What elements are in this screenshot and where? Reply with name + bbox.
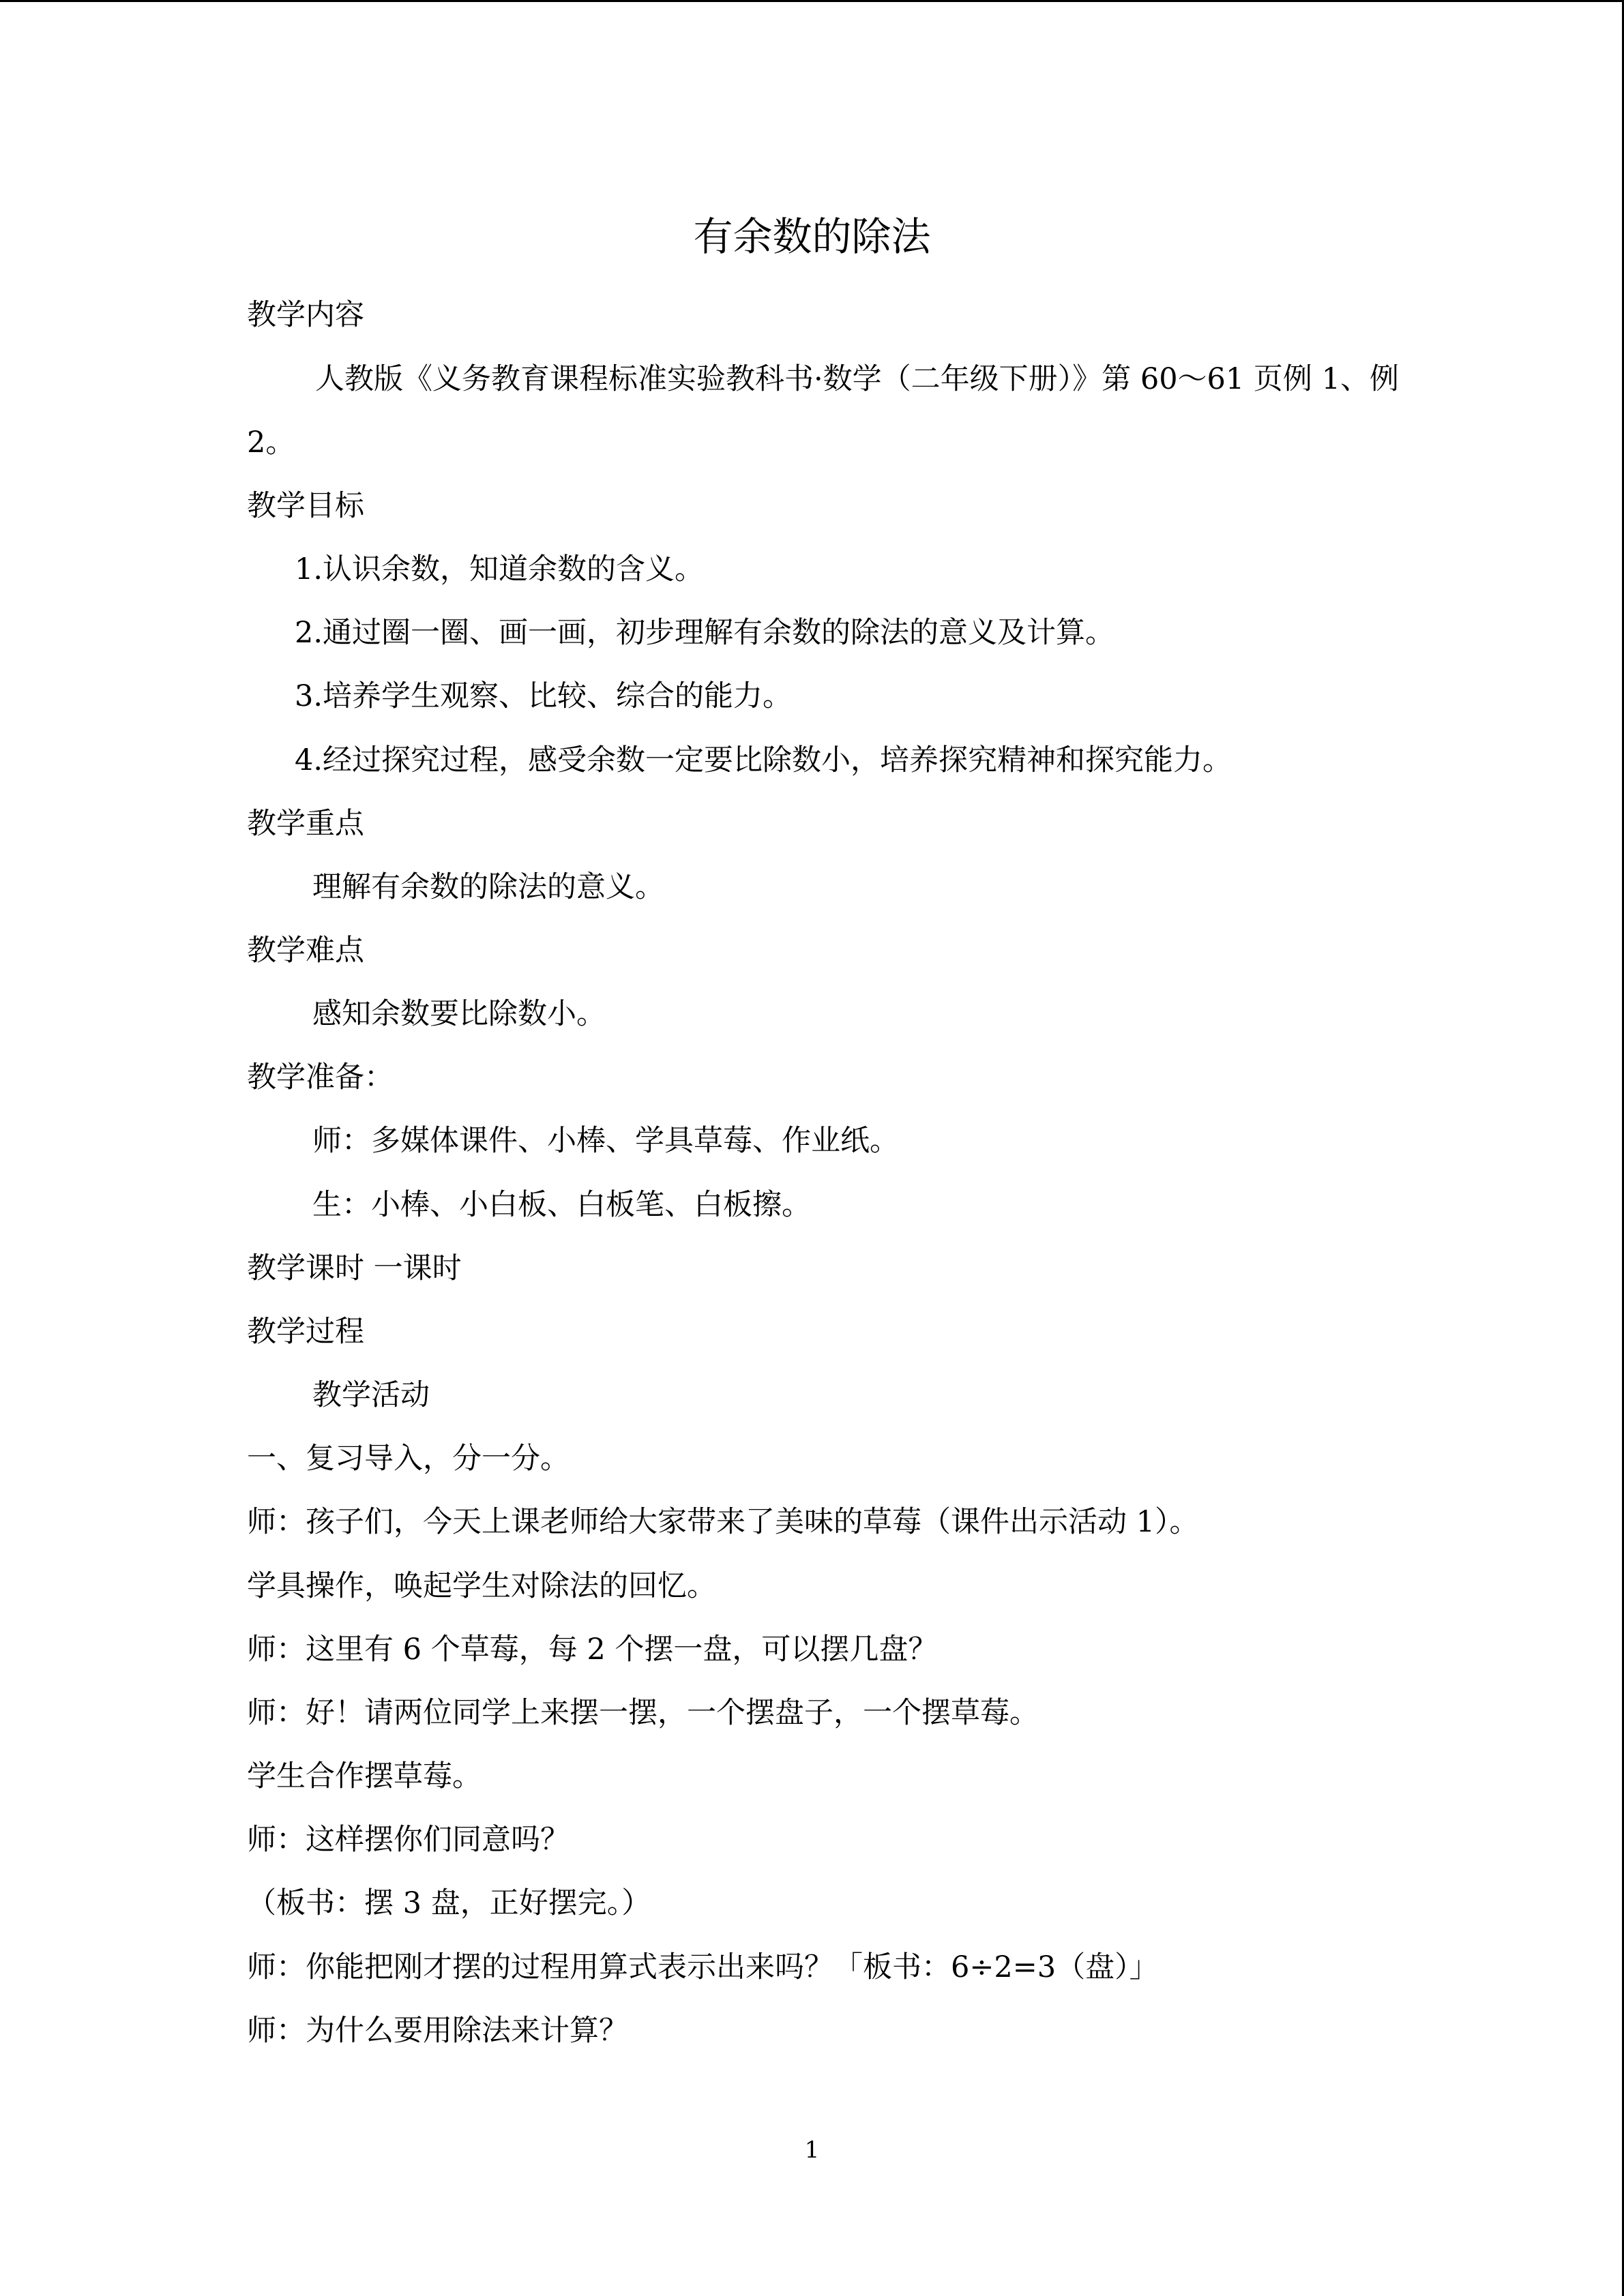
paragraph-content-line-2: 2。: [247, 426, 295, 460]
heading-activity: 教学活动: [312, 1378, 430, 1412]
dialogue-line: 师：这里有 6 个草莓，每 2 个摆一盘，可以摆几盘？: [247, 1632, 938, 1667]
dialogue-line: 师：这样摆你们同意吗？: [247, 1823, 570, 1857]
document-title: 有余数的除法: [693, 213, 931, 260]
heading-difficulties: 教学难点: [247, 934, 364, 968]
goal-item-1: 1.认识余数，知道余数的含义。: [295, 552, 705, 586]
difficulty-text: 感知余数要比除数小。: [312, 997, 606, 1031]
heading-preparation: 教学准备：: [247, 1060, 394, 1094]
goal-item-2: 2.通过圈一圈、画一画，初步理解有余数的除法的意义及计算。: [295, 616, 1115, 650]
dialogue-line: 学具操作，唤起学生对除法的回忆。: [247, 1569, 716, 1603]
dialogue-line: 师：孩子们，今天上课老师给大家带来了美味的草莓（课件出示活动 1）。: [247, 1505, 1199, 1539]
dialogue-line: 师：好！请两位同学上来摆一摆，一个摆盘子，一个摆草莓。: [247, 1696, 1039, 1730]
key-point-text: 理解有余数的除法的意义。: [312, 870, 664, 904]
heading-key-points: 教学重点: [247, 807, 364, 841]
preparation-teacher: 师：多媒体课件、小棒、学具草莓、作业纸。: [312, 1124, 899, 1158]
board-note: （板书：摆 3 盘，正好摆完。）: [247, 1886, 651, 1920]
page-number: 1: [804, 2136, 820, 2164]
heading-teaching-goals: 教学目标: [247, 489, 364, 523]
heading-teaching-content: 教学内容: [247, 298, 364, 332]
goal-item-3: 3.培养学生观察、比较、综合的能力。: [295, 679, 793, 713]
heading-process: 教学过程: [247, 1315, 364, 1349]
dialogue-line: 师：为什么要用除法来计算？: [247, 2014, 628, 2048]
goal-item-4: 4.经过探究过程，感受余数一定要比除数小，培养探究精神和探究能力。: [295, 743, 1232, 777]
dialogue-line: 师：你能把刚才摆的过程用算式表示出来吗？「板书：6÷2=3（盘）」: [247, 1950, 1159, 1984]
preparation-student: 生：小棒、小白板、白板笔、白板擦。: [312, 1188, 811, 1222]
section-review-intro: 一、复习导入，分一分。: [247, 1442, 570, 1476]
class-hours: 教学课时 一课时: [247, 1251, 462, 1285]
dialogue-line: 学生合作摆草莓。: [247, 1759, 482, 1793]
paragraph-content-line-1: 人教版《义务教育课程标准实验教科书·数学（二年级下册）》第 60～61 页例 1、例: [315, 362, 1399, 396]
